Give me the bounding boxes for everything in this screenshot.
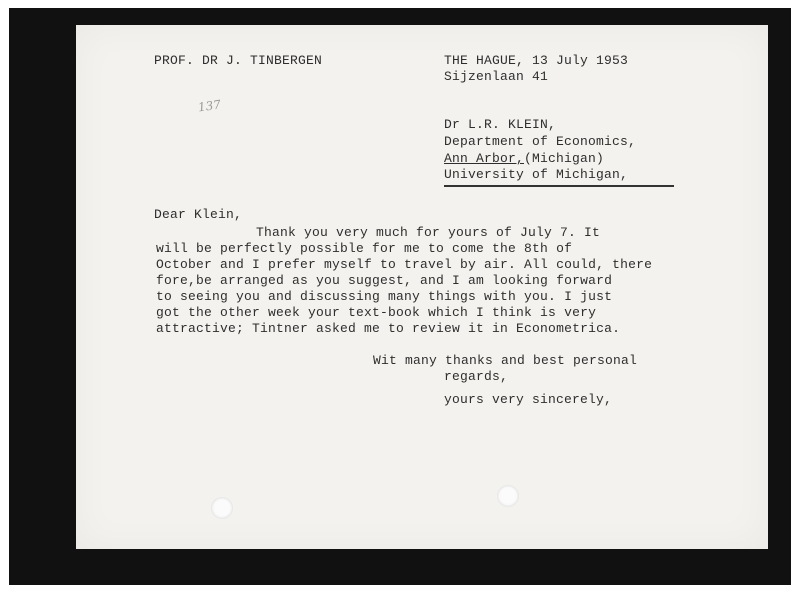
address-underline [444, 185, 674, 187]
closing-line: Wit many thanks and best personal [373, 353, 638, 368]
recipient-university: University of Michigan, [444, 167, 629, 182]
recipient-department: Department of Economics, [444, 134, 637, 149]
recipient-state: (Michigan) [524, 151, 605, 166]
salutation: Dear Klein, [154, 207, 243, 222]
body-line: fore,be arranged as you suggest, and I am looking forward [156, 273, 613, 288]
recipient-name: Dr L.R. KLEIN, [444, 117, 557, 132]
body-line: Thank you very much for yours of July 7. It [256, 225, 601, 240]
recipient-city-line [444, 151, 604, 167]
body-line: October and I prefer myself to travel by air. All could, there [156, 257, 653, 272]
letter-paper [76, 25, 768, 549]
body-line: will be perfectly possible for me to come the 8th of [156, 241, 573, 256]
body-line: attractive; Tintner asked me to review it in Econometrica. [156, 321, 621, 336]
sender-street: Sijzenlaan 41 [444, 69, 549, 84]
signoff: yours very sincerely, [444, 392, 613, 407]
place-date: THE HAGUE, 13 July 1953 [444, 53, 629, 68]
recipient-city: Ann Arbor, [444, 151, 525, 166]
body-line: got the other week your text-book which I think is very [156, 305, 597, 320]
closing-line: regards, [444, 369, 509, 384]
body-line: to seeing you and discussing many things with you. I just [156, 289, 613, 304]
folio-mark: 137 [197, 97, 222, 115]
sender-name: PROF. DR J. TINBERGEN [154, 53, 323, 68]
punch-hole-left [211, 497, 233, 519]
punch-hole-right [497, 485, 519, 507]
